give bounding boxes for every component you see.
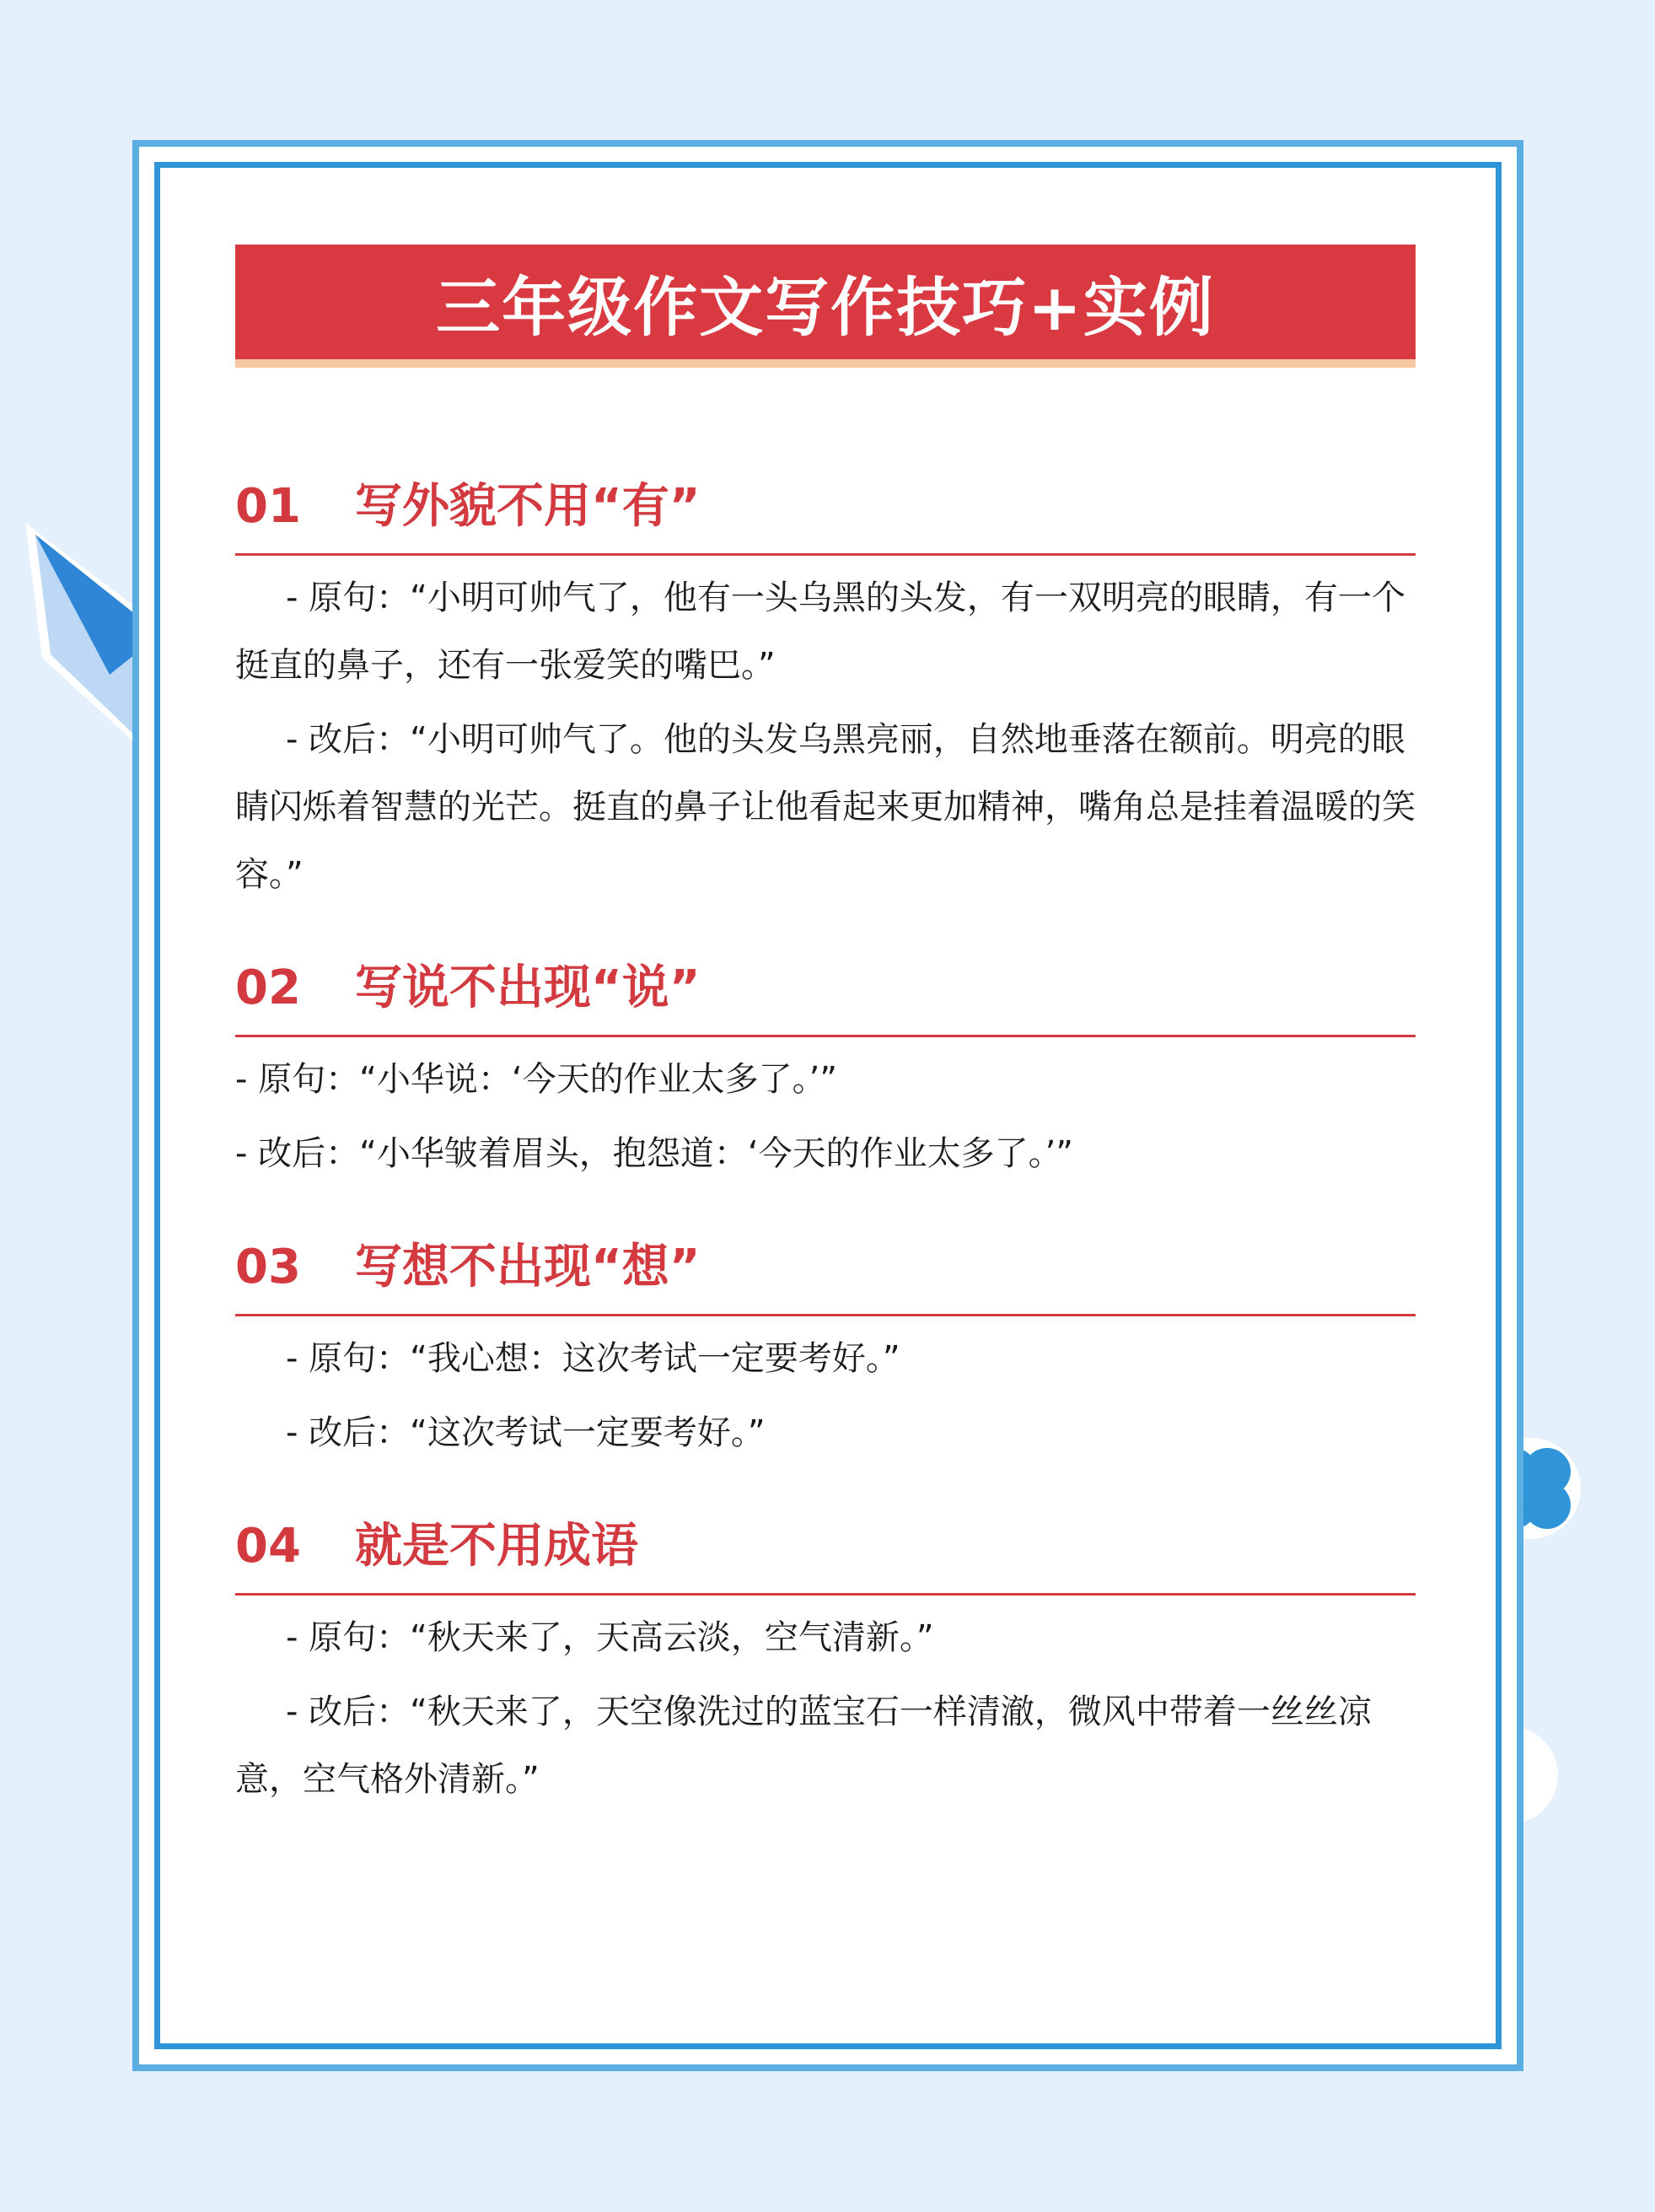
section-02 xyxy=(235,950,1416,1187)
section-title: 写外貌不用“有” xyxy=(355,479,701,534)
section-03 xyxy=(235,1230,1416,1467)
original-sentence: - 原句：“我心想：这次考试一定要考好。” xyxy=(286,1339,900,1378)
section-title: 写说不出现“说” xyxy=(355,961,701,1015)
section-04 xyxy=(235,1509,1416,1813)
original-sentence: - 原句：“秋天来了，天高云淡，空气清新。” xyxy=(286,1618,934,1657)
section-heading xyxy=(235,469,1416,556)
section-heading xyxy=(235,950,1416,1037)
revised-sentence: - 改后：“小明可帅气了。他的头发乌黑亮丽，自然地垂落在额前。明亮的眼睛闪烁着智慧的光芒。挺直的鼻子让他看起来更加精神，嘴角总是挂着温暖的笑容。” xyxy=(235,720,1416,894)
page-title: 三年级作文写作技巧+实例 xyxy=(436,269,1215,345)
revised-sentence: - 改后：“这次考试一定要考好。” xyxy=(286,1413,766,1452)
section-heading xyxy=(235,1230,1416,1316)
section-01 xyxy=(235,469,1416,908)
document-content xyxy=(235,245,1416,1813)
section-number: 03 xyxy=(235,1240,301,1294)
section-number: 02 xyxy=(235,961,301,1015)
revised-sentence: - 改后：“小华皱着眉头，抱怨道：‘今天的作业太多了。’” xyxy=(235,1134,1074,1173)
title-banner xyxy=(235,245,1416,368)
original-sentence: - 原句：“小明可帅气了，他有一头乌黑的头发，有一双明亮的眼睛，有一个挺直的鼻子，还有一张爱笑的嘴巴。” xyxy=(235,579,1405,685)
section-number: 01 xyxy=(235,479,301,534)
section-title: 写想不出现“想” xyxy=(355,1240,701,1294)
original-sentence: - 原句：“小华说：‘今天的作业太多了。’” xyxy=(235,1060,838,1099)
section-heading xyxy=(235,1509,1416,1596)
section-title: 就是不用成语 xyxy=(355,1519,638,1574)
revised-sentence: - 改后：“秋天来了，天空像洗过的蓝宝石一样清澈，微风中带着一丝丝凉意，空气格外清新。” xyxy=(235,1693,1372,1799)
section-number: 04 xyxy=(235,1519,301,1574)
